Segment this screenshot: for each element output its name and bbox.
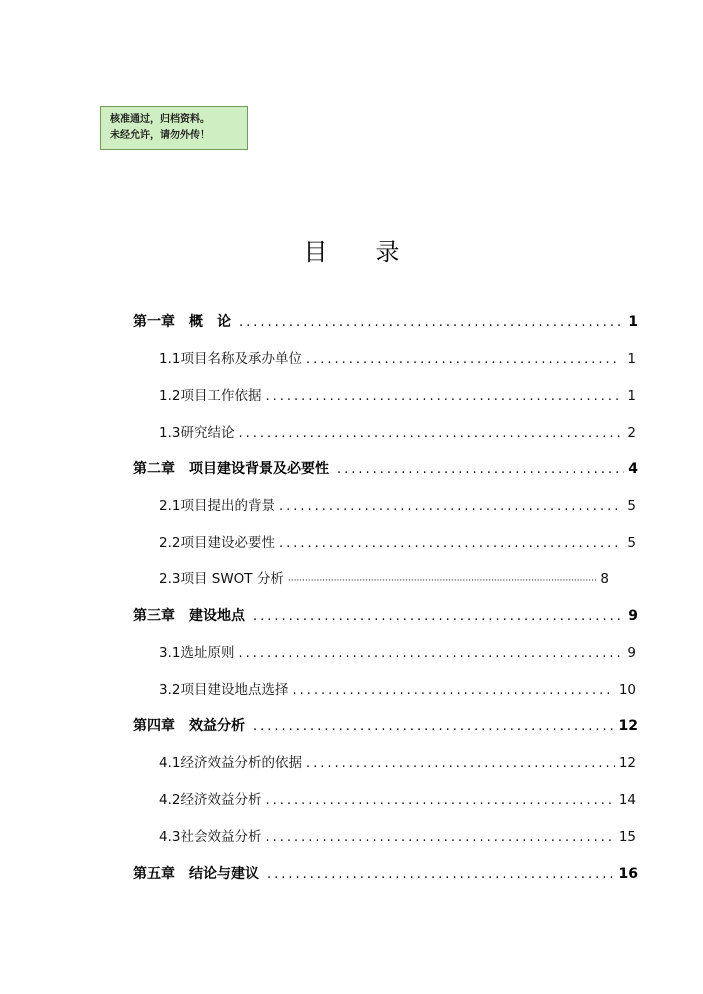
- toc-entry-label: 3.1选址原则: [159, 645, 235, 661]
- toc-leader-dots: [279, 497, 620, 516]
- toc-entry[interactable]: [159, 533, 636, 553]
- toc-entry[interactable]: [159, 680, 636, 700]
- toc-entry-page: 1: [628, 314, 638, 330]
- toc-entry-page: 14: [618, 792, 636, 808]
- toc-entry-label: 第三章 建设地点: [133, 608, 245, 624]
- toc-entry[interactable]: [133, 312, 638, 332]
- toc-leader-dots: [253, 717, 617, 736]
- toc-leader-dots: [238, 644, 620, 663]
- toc-entry-label: 1.3研究结论: [159, 425, 235, 441]
- toc-leader-dots: [239, 313, 624, 332]
- toc-entry-page: 8: [600, 571, 609, 587]
- toc-entry-label: 4.3社会效益分析: [159, 829, 262, 845]
- stamp-line-2: 未经允许，请勿外传！: [110, 130, 210, 141]
- toc-entry[interactable]: [159, 386, 636, 406]
- toc-entry[interactable]: [133, 716, 638, 736]
- toc-entry[interactable]: [159, 496, 636, 516]
- toc-entry-page: 1: [627, 351, 636, 367]
- toc-entry[interactable]: [159, 569, 609, 589]
- toc-entry[interactable]: [159, 349, 636, 369]
- toc-entry[interactable]: [159, 790, 636, 810]
- toc-entry[interactable]: [159, 423, 636, 443]
- toc-leader-dots: [306, 350, 620, 369]
- toc-entry-page: 15: [618, 829, 636, 845]
- page-title: 目录: [303, 238, 448, 266]
- toc-entry[interactable]: [133, 606, 638, 626]
- toc-entry-page: 9: [627, 645, 636, 661]
- toc-entry-label: 2.3项目 SWOT 分析: [159, 571, 284, 587]
- toc-entry-page: 12: [618, 718, 638, 734]
- toc-entry-page: 4: [628, 461, 638, 477]
- toc-entry-label: 4.2经济效益分析: [159, 792, 262, 808]
- toc-entry[interactable]: [133, 864, 638, 884]
- toc-entry-label: 4.1经济效益分析的依据: [159, 755, 302, 771]
- toc-leader-dots: [306, 754, 615, 773]
- toc-entry-page: 12: [618, 755, 636, 771]
- toc-entry-label: 第一章 概 论: [133, 314, 231, 330]
- toc-entry-label: 1.1项目名称及承办单位: [159, 351, 302, 367]
- approval-stamp: [100, 106, 248, 150]
- toc-leader-dots: [265, 828, 614, 847]
- toc-entry-label: 第四章 效益分析: [133, 718, 245, 734]
- toc-entry-label: 3.2项目建设地点选择: [159, 682, 289, 698]
- toc-leader-dots: [288, 571, 597, 589]
- toc-entry-page: 5: [627, 535, 636, 551]
- toc-entry[interactable]: [159, 753, 636, 773]
- toc-entry-label: 2.2项目建设必要性: [159, 535, 275, 551]
- toc-entry-page: 16: [618, 866, 638, 882]
- toc-entry-page: 5: [627, 498, 636, 514]
- toc-leader-dots: [238, 424, 620, 443]
- stamp-line-1: 核准通过，归档资料。: [110, 114, 210, 125]
- toc-leader-dots: [292, 681, 614, 700]
- toc-leader-dots: [279, 534, 620, 553]
- toc-entry-label: 1.2项目工作依据: [159, 388, 262, 404]
- toc-leader-dots: [265, 791, 614, 810]
- toc-leader-dots: [253, 607, 624, 626]
- toc-entry-page: 10: [618, 682, 636, 698]
- toc-entry-page: 9: [628, 608, 638, 624]
- toc-leader-dots: [267, 865, 617, 884]
- toc-leader-dots: [265, 387, 620, 406]
- toc-leader-dots: [337, 460, 624, 479]
- toc-entry-page: 2: [627, 425, 636, 441]
- toc-entry-label: 2.1项目提出的背景: [159, 498, 275, 514]
- toc-entry[interactable]: [159, 827, 636, 847]
- toc-entry[interactable]: [133, 459, 638, 479]
- toc-entry-page: 1: [627, 388, 636, 404]
- toc-entry[interactable]: [159, 643, 636, 663]
- toc-entry-label: 第二章 项目建设背景及必要性: [133, 461, 329, 477]
- toc-entry-label: 第五章 结论与建议: [133, 866, 259, 882]
